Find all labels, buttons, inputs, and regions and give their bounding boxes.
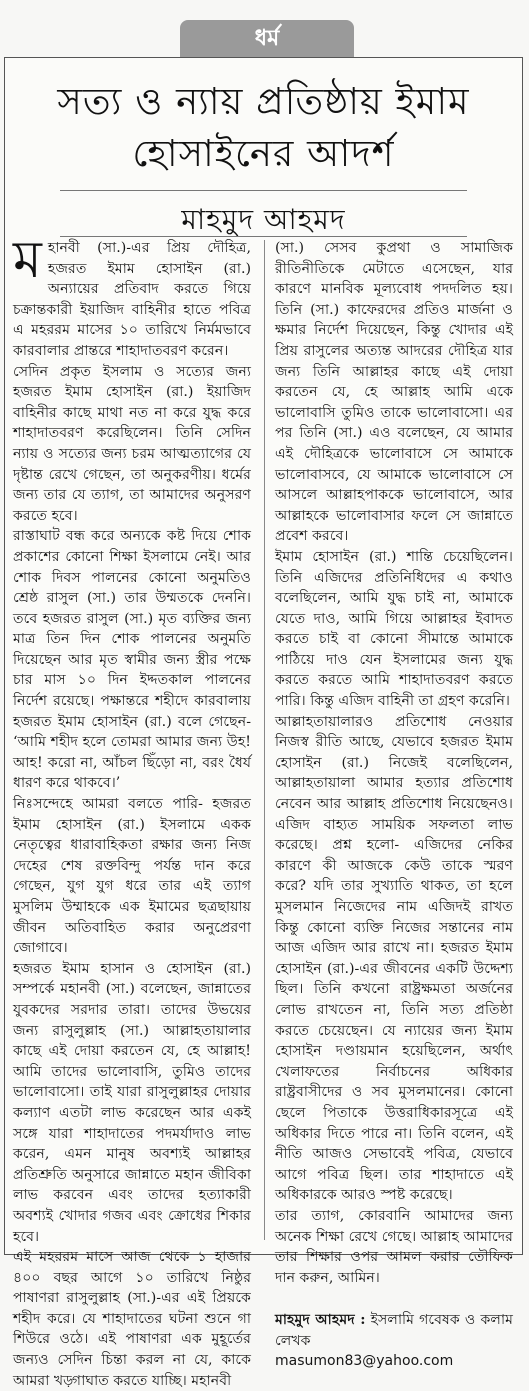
headline-line-2: হোসাইনের আদর্শ (132, 132, 395, 175)
headline (19, 76, 508, 180)
author-note (275, 1310, 513, 1351)
paragraph-text: হানবী (সা.)-এর প্রিয় দৌহিত্র, হজরত ইমাম হোসাইন (রা.) অন্যায়ের প্রতিবাদ করতে গিয়ে চক্রান্তকারী ইয়াজিদ বাহিনীর হাতে পবিত্র এ মহররম মাসের ১০ তারিখে নির্মমভাবে কারবালার প্রান্তরে শাহাদাতবরণ করেন। (13, 240, 251, 359)
paragraph: আল্লাহতায়ালারও প্রতিশোধ নেওয়ার নিজস্ব রীতি আছে, যেভাবে হজরত ইমাম হোসাইন (রা.) নিজেই বলেছিলেন, আল্লাহতায়ালা আমার হত্যার প্রতিশোধ নেবেন আর আল্লাহ প্রতিশোধ নিয়েছেনও। এজিদ বাহ্যত সাময়িক সফলতা লাভ করেছে। প্রশ্ন হলো- এজিদের নেকির কারণে কী আজকে কেউ তাকে স্মরণ করে? যদি তার সুখ্যাতি থাকত, তা হলে মুসলমান নিজেদের নাম এজিদই রাখত কিন্তু কোনো ব্যক্তি নিজের সন্তানের নাম আজ এজিদ আর রাখে না। হজরত ইমাম হোসাইন (রা.)-এর জীবনের একটি উদ্দেশ্য ছিল। তিনি কখনো রাষ্ট্রক্ষমতা অর্জনের লোভ রাখতেন না, তিনি সত্য প্রতিষ্ঠা করতে চেয়েছেন। যে ন্যায়ের জন্য ইমাম হোসাইন দণ্ডায়মান হয়েছিলেন, অর্থাৎ খেলাফতের নির্বাচনের অধিকার রাষ্ট্রবাসীদের ও সব মুসলমানের। কোনো ছেলে পিতাকে উত্তরাধিকারসূত্রে এই অধিকার দিতে পারে না। তিনি বলেন, এই নীতি আজও সেভাবেই পবিত্র, যেভাবে আগে পবিত্র ছিল। তার শাহাদাতে এই অধিকারকে আরও স্পষ্ট করেছে। (275, 713, 513, 1204)
section-tab: ধর্ম (180, 20, 354, 58)
paragraph: সেদিন প্রকৃত ইসলাম ও সত্যের জন্য হজরত ইমাম হোসাইন (রা.) ইয়াজিদ বাহিনীর কাছে মাথা নত না করে যুদ্ধ করে শাহাদাতবরণ করেছিলেন। তিনি সেদিন ন্যায় ও সত্যের জন্য চরম আত্মত্যাগের যে দৃষ্টান্ত রেখে গেছেন, তা অনুকরণীয়। ধর্মের জন্য তার যে ত্যাগ, তা আমাদের অনুসরণ করতে হবে। (13, 363, 251, 524)
headline-line-1: সত্য ও ন্যায় প্রতিষ্ঠায় ইমাম (57, 80, 470, 123)
paragraph: (সা.) সেসব কুপ্রথা ও সামাজিক রীতিনীতিকে মেটাতে এসেছেন, যার কারণে মানবিক মূল্যবোধ পদদলিত হয়। তিনি (সা.) কাফেরদের প্রতিও মার্জনা ও ক্ষমার নির্দেশ দিয়েছেন, কিন্তু খোদার এই প্রিয় রাসুলের অত্যন্ত আদরের দৌহিত্র যার জন্য তিনি আল্লাহর কাছে এই দোয়া করতেন যে, হে আল্লাহ আমি একে ভালোবাসি তুমিও তাকে ভালোবাসো। এর পর তিনি (সা.) এও বলেছেন, যে আমার এই দৌহিত্রকে ভালোবাসে সে আমাকে ভালোবাসবে, যে আমাকে ভালোবাসে সে আসলে আল্লাহপাককে ভালোবাসে, আর আল্লাহকে ভালোবাসার ফলে সে জান্নাতে প্রবেশ করবে। (275, 240, 513, 545)
author-description: ইসলামি গবেষক ও কলাম লেখক (275, 1312, 513, 1349)
byline-divider-top (60, 190, 467, 191)
right-column (275, 238, 513, 1370)
paragraph: তার ত্যাগ, কোরবানি আমাদের জন্য অনেক শিক্ষা রেখে গেছে। আল্লাহ আমাদের তার শিক্ষার ওপর আমল করার তৌফিক দান করুন, আমিন। (275, 1207, 513, 1286)
paragraph (13, 230, 251, 362)
byline: মাহমুদ আহমদ (181, 203, 346, 236)
author-email[interactable]: masumon83@yahoo.com (275, 1353, 454, 1370)
paragraph: হজরত ইমাম হাসান ও হোসাইন (রা.) সম্পর্কে মহানবী (সা.) বলেছেন, জান্নাতের যুবকদের সরদার তারা। তাদের উভয়ের জন্য রাসুলুল্লাহ (সা.) আল্লাহতায়ালার কাছে এই দোয়া করতেন যে, হে আল্লাহ! আমি তাদের ভালোবাসি, তুমিও তাদের ভালোবাসো। তাই যারা রাসুলুল্লাহর দোয়ার কল্যাণ এতটা লাভ করেছেন আর একই সঙ্গে যারা শাহাদাতের পদমর্যাদাও লাভ করেন, এমন মানুষ অবশ্যই আল্লাহর প্রতিশ্রুতি অনুসারে জান্নাতে মহান জীবিকা লাভ করবেন এবং তাদের হত্যাকারী অবশ্যই খোদার গজব এবং ক্রোধের শিকার হবে। (13, 960, 251, 1245)
paragraph: ইমাম হোসাইন (রা.) শান্তি চেয়েছিলেন। তিনি এজিদের প্রতিনিধিদের এ কথাও বলেছিলেন, আমি যুদ্ধ চাই না, আমাকে যেতে দাও, আমি গিয়ে আল্লাহর ইবাদত করতে চাই বা কোনো সীমান্তে আমাকে পাঠিয়ে দাও যেন ইসলামের জন্য যুদ্ধ করতে করতে আমি শাহাদাতবরণ করতে পারি। কিন্তু এজিদ বাহিনী তা গ্রহণ করেনি। (275, 548, 513, 710)
paragraph: এই মহররম মাসে আজ থেকে ১ হাজার ৪০০ বছর আগে ১০ তারিখে নিষ্ঠুর পাষাণরা রাসুলুল্লাহ (সা.)-এর এই প্রিয়কে শহীদ করে। যে শাহাদাতের ঘটনা শুনে গা শিউরে ওঠে। এই পাষাণরা এক মুহূর্তের জন্যও সেদিন চিন্তা করল না যে, কাকে আমরা খড়্গাঘাত করতে যাচ্ছি। মহানবী (13, 1249, 251, 1389)
author-name: মাহমুদ আহমদ : (275, 1312, 366, 1329)
byline-divider-bottom (60, 236, 467, 237)
drop-cap: ম (13, 230, 42, 290)
column-divider (264, 240, 265, 1240)
paragraph: রাস্তাঘাট বন্ধ করে অন্যকে কষ্ট দিয়ে শোক প্রকাশের কোনো শিক্ষা ইসলামে নেই। আর শোক দিবস পালনের কোনো অনুমতিও শ্রেষ্ঠ রাসুল (সা.) তার উম্মতকে দেননি। তবে হজরত রাসুল (সা.) মৃত ব্যক্তির জন্য মাত্র তিন দিন শোক পালনের অনুমতি দিয়েছেন আর মৃত স্বামীর জন্য স্ত্রীর পক্ষে চার মাস ১০ দিন ইদ্দতকাল পালনের নির্দেশ রয়েছে। পক্ষান্তরে শহীদে কারবালায় হজরত ইমাম হোসাইন (রা.) বলে গেছেন- ‘আমি শহীদ হলে তোমরা আমার জন্য উহ! আহ! করো না, আঁচল ছিঁড়ো না, বরং ধৈর্য ধারণ করে থাকবে।’ (13, 528, 251, 792)
article-frame (4, 57, 523, 1389)
left-column (13, 230, 251, 1389)
paragraph: নিঃসন্দেহে আমরা বলতে পারি- হজরত ইমাম হোসাইন (রা.) ইসলামে একক নেতৃত্বের ধারাবাহিকতা রক্ষার জন্য নিজ দেহের শেষ রক্তবিন্দু পর্যন্ত দান করে গেছেন, যুগ যুগ ধরে তার এই ত্যাগ মুসলিম উম্মাহকে এক ইমামের ছত্রছায়ায় জীবন অতিবাহিত করার অনুপ্রেরণা জোগাবে। (13, 796, 251, 957)
